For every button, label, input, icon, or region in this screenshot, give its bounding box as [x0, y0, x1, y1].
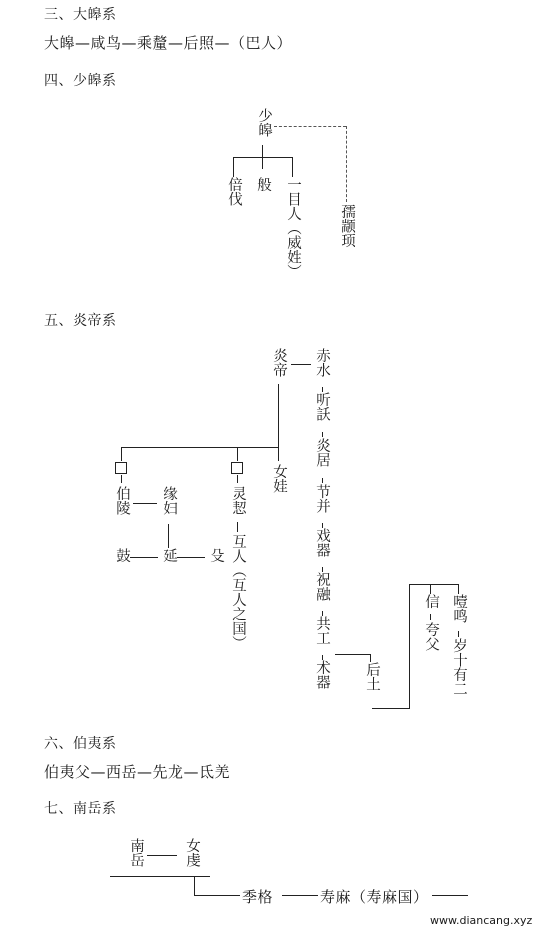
xin: 信: [423, 594, 439, 609]
shu: 殳: [208, 548, 224, 563]
shaohao-root: 少皞: [256, 108, 272, 137]
houtu-top-bar: [409, 584, 459, 585]
dashed-connector-h: [274, 126, 346, 127]
yan: 延: [161, 548, 177, 563]
box2-tick: [237, 475, 238, 483]
main-line-7: 共工: [314, 616, 330, 645]
lingjia: 灵恝: [230, 486, 246, 515]
houtu-drop: [370, 654, 371, 662]
drop-box2: [237, 447, 238, 461]
main-line-6: 祝融: [314, 572, 330, 601]
nuwa: 女娃: [271, 464, 287, 493]
main-line-5: 戏器: [314, 528, 330, 557]
gonggong-to-houtu: [335, 654, 371, 655]
jige: 季格: [242, 888, 274, 906]
tick-1: [322, 387, 323, 392]
shaohao-drop-1: [233, 157, 234, 177]
shouma: 寿麻（寿麻国）: [320, 888, 429, 906]
beifa: 倍伐: [226, 177, 242, 206]
shaohao-drop-3: [292, 157, 293, 177]
tick-3: [322, 478, 323, 483]
section-4-heading: 四、少皞系: [44, 73, 117, 89]
tick-4: [322, 523, 323, 528]
main-line-8: 术器: [314, 660, 330, 689]
yuanfu: 缘妇: [161, 486, 177, 515]
yandi-root: 炎帝: [271, 348, 287, 377]
box1-tick: [121, 475, 122, 483]
lingjia-tick: [237, 522, 238, 532]
suishiyouer: 岁十有二: [451, 638, 467, 696]
boling: 伯陵: [114, 486, 130, 515]
yandi-bar: [121, 447, 279, 448]
yeming: 噎鸣: [451, 594, 467, 623]
yandi-to-chishui: [291, 364, 311, 365]
xin-tick: [430, 614, 431, 620]
to-jige: [194, 895, 240, 896]
main-line-2: 听訞: [314, 392, 330, 421]
yeming-drop: [458, 584, 459, 594]
kuafu: 夸父: [423, 622, 439, 651]
gu-to-yan: [130, 557, 158, 558]
huren: 互人（互人之国）: [230, 534, 246, 650]
section-3-heading: 三、大皞系: [44, 7, 117, 23]
nanyue-to-nvqian: [147, 855, 177, 856]
tick-7: [322, 655, 323, 660]
main-line-1: 赤水: [314, 348, 330, 377]
main-line-3: 炎居: [314, 438, 330, 467]
shouma-tail: [432, 895, 468, 896]
drop-box1: [121, 447, 122, 461]
houtu-bottom: [372, 708, 410, 709]
xin-drop: [430, 584, 431, 594]
boling-to-yuanfu: [133, 503, 157, 504]
jige-to-shouma: [282, 895, 318, 896]
section-7-drop: [194, 876, 195, 896]
nanyue: 南岳: [128, 838, 144, 867]
section-3-chain: 大皞—咸鸟—乘釐—后照—（巴人）: [44, 34, 293, 52]
gu: 鼓: [114, 548, 130, 563]
section-6-heading: 六、伯夷系: [44, 736, 117, 752]
unknown-box-1: [115, 462, 127, 474]
section-5-heading: 五、炎帝系: [44, 313, 117, 329]
section-6-chain: 伯夷父—西岳—先龙—氐羌: [44, 763, 231, 781]
tick-6: [322, 611, 323, 616]
yimuren: 一目人（威姓）: [285, 177, 301, 279]
tick-2: [322, 432, 323, 437]
ruzhuanxu: 孺颛顼: [339, 204, 355, 248]
dashed-connector-v: [346, 126, 347, 202]
yuanfu-down: [168, 524, 169, 548]
yan-to-shu: [177, 557, 205, 558]
nvqian: 女虔: [184, 838, 200, 867]
houtu: 后土: [364, 662, 380, 691]
drop-nuwa: [278, 447, 279, 461]
tick-5: [322, 567, 323, 572]
yandi-stem: [278, 384, 279, 448]
section-7-heading: 七、南岳系: [44, 801, 117, 817]
shaohao-bar: [233, 157, 293, 158]
yeming-tick: [458, 631, 459, 637]
main-line-4: 节并: [314, 484, 330, 513]
watermark: www.diancang.xyz: [430, 914, 533, 927]
unknown-box-2: [231, 462, 243, 474]
ban: 般: [255, 177, 271, 192]
section-7-bar: [110, 876, 210, 877]
houtu-up: [409, 584, 410, 709]
